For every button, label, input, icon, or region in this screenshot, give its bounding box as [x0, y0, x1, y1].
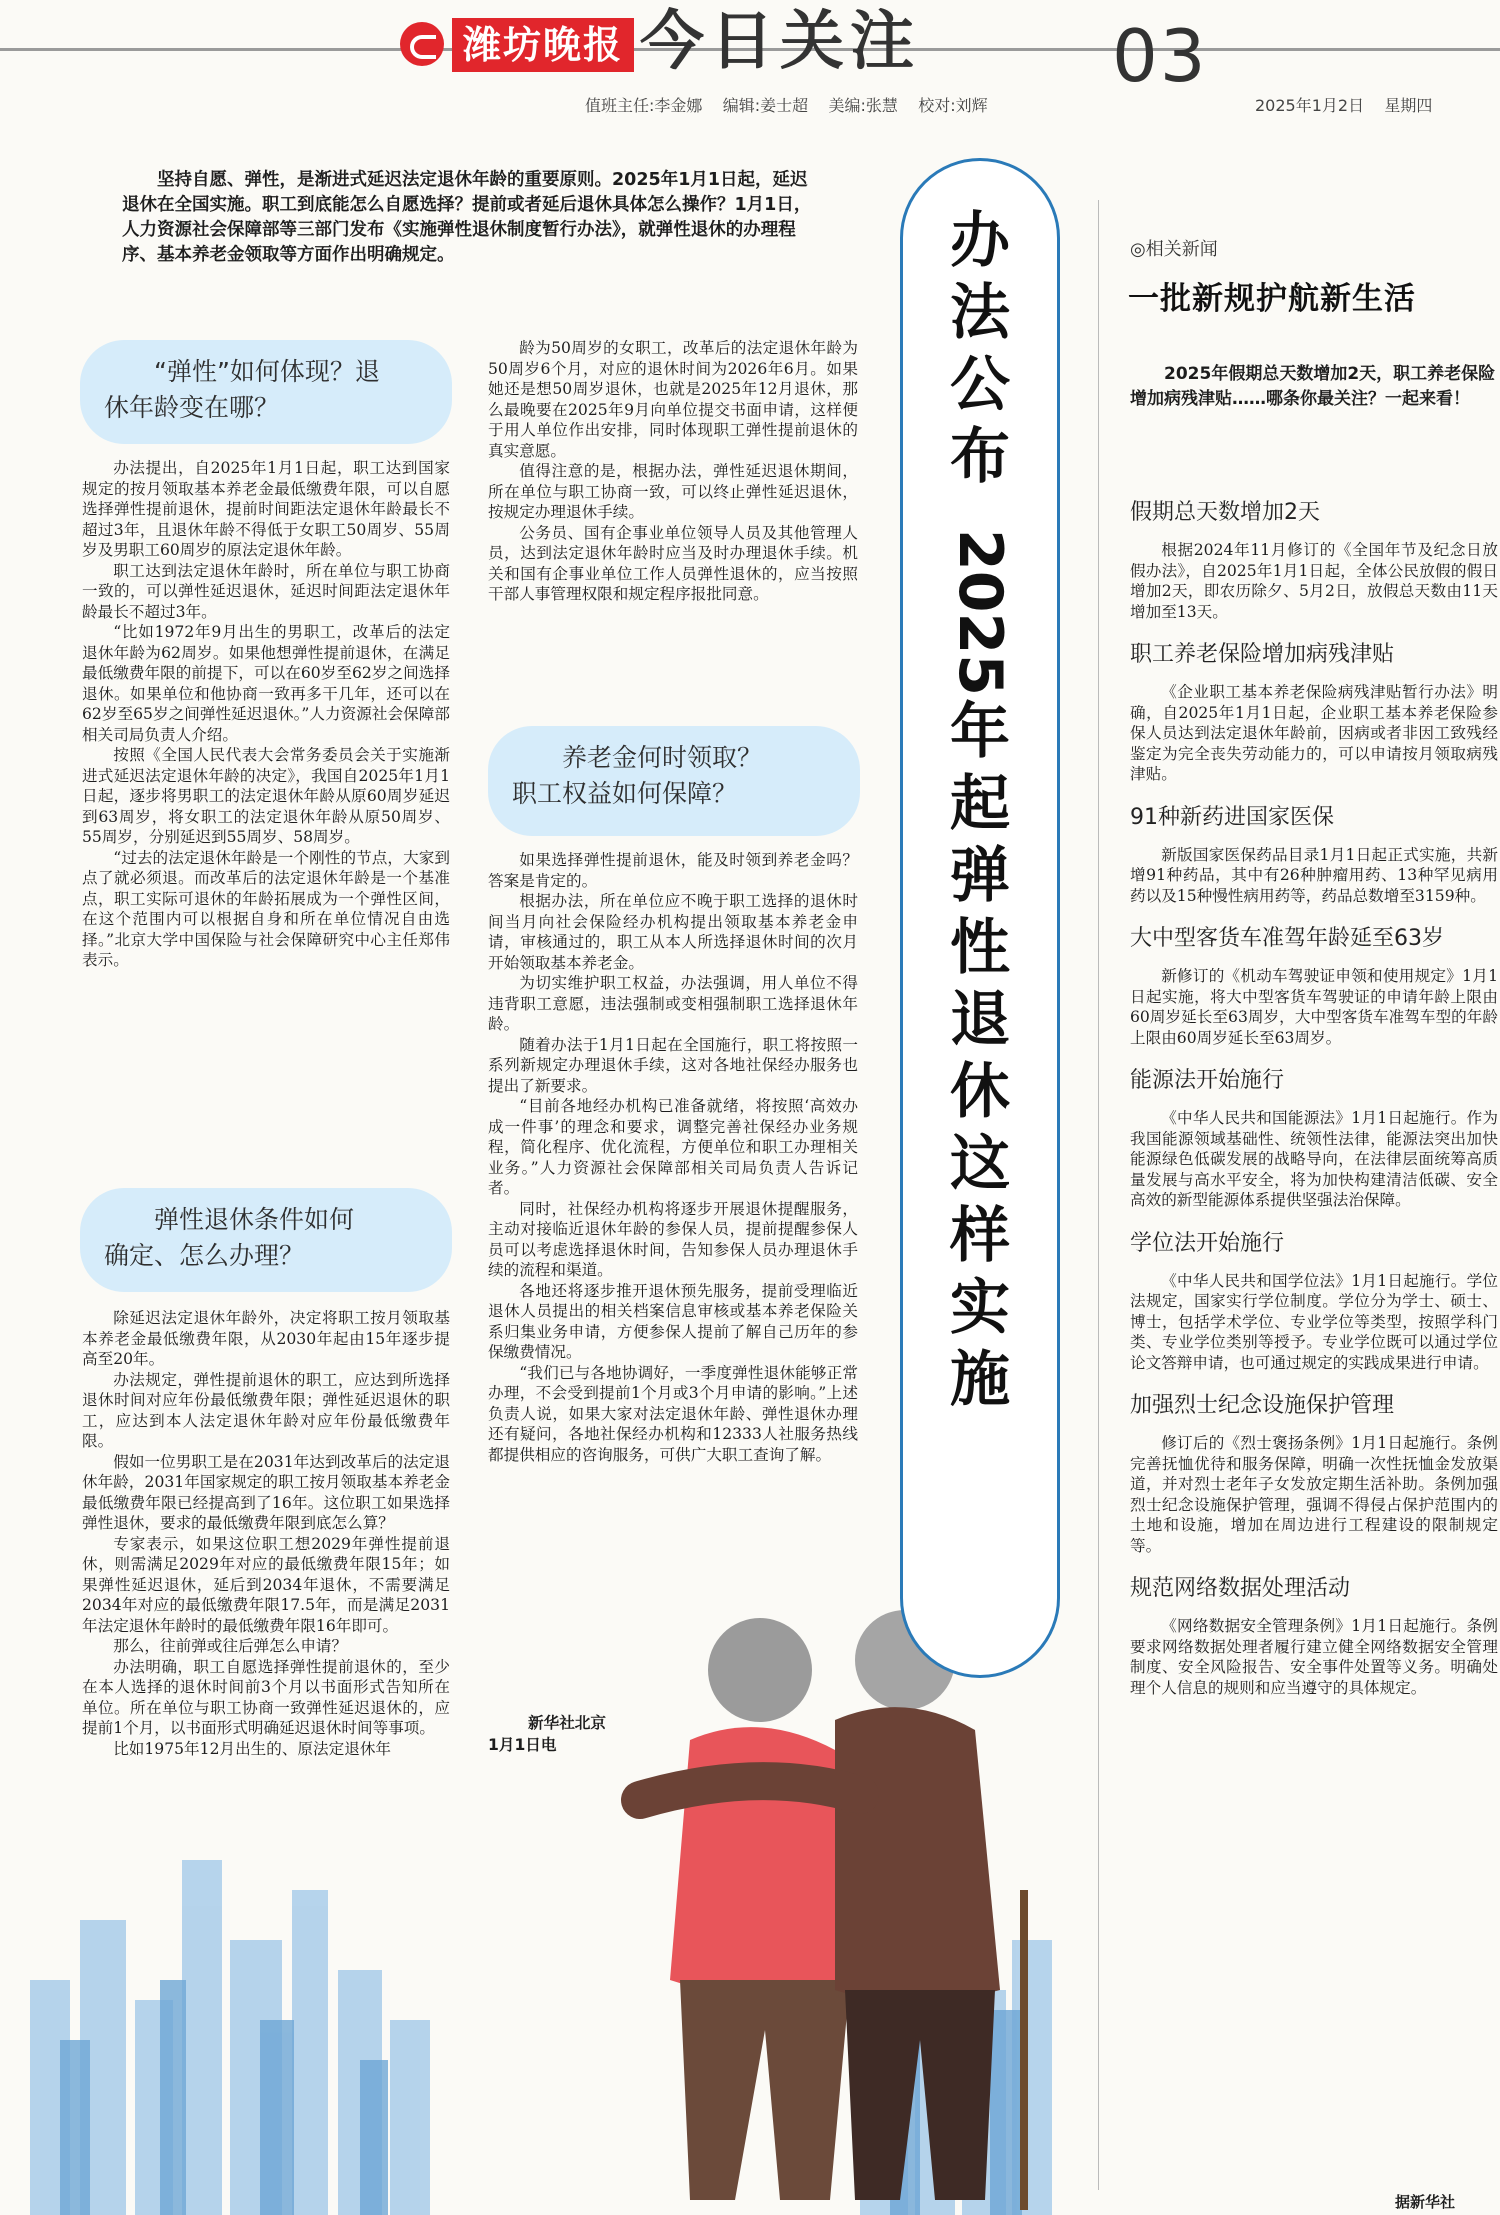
body-paragraph: 根据办法，所在单位应不晚于职工选择的退休时间当月向社会保险经办机构提出领取基本养老金申请，审核通过的，职工从本人所选择退休时间的次月开始领取基本养老金。	[488, 892, 858, 972]
body-paragraph: 同时，社保经办机构将逐步开展退休提醒服务，主动对接临近退休年龄的参保人员，提前提醒参保人员可以考虑选择退休时间，告知参保人员办理退休手续的流程和渠道。	[488, 1199, 858, 1279]
section-title: 今日关注	[640, 4, 920, 79]
body-paragraph: 专家表示，如果这位职工想2029年弹性提前退休，则需满足2029年对应的最低缴费年限15年；如果弹性延迟退休，延后到2034年退休，不需要满足2034年对应的最低缴费年限17.5年，而是满足2031年法定退休年龄时的最低缴费年限16年即可。	[82, 1534, 450, 1635]
news-credit: 据新华社	[1395, 2193, 1456, 2211]
body-paragraph: 假如一位男职工是在2031年达到改革后的法定退休年龄，2031年国家规定的职工按月领取基本养老金最低缴费年限已经提高到了16年。这位职工如果选择弹性退休，要求的最低缴费年限到底怎么算？	[82, 1452, 450, 1532]
headline-char: 办	[950, 206, 1010, 276]
body-paragraph: 各地还将逐步推开退休预先服务，提前受理临近退休人员提出的相关档案信息审核或基本养老保险关系归集业务申请，方便参保人提前了解自己历年的参保缴费情况。	[488, 1281, 858, 1361]
related-item-heading: 规范网络数据处理活动	[1130, 1576, 1351, 1601]
headline-char: 施	[950, 1345, 1010, 1415]
subhead-pension	[488, 726, 860, 836]
related-news-list	[1130, 498, 1500, 1698]
related-item-body: 新版国家医保药品目录1月1日起正式实施，共新增91种药品，其中有26种肿瘤用药、13种罕见病用药以及15种慢性病用药等，药品总数增至3159种。	[1130, 845, 1498, 905]
subhead-line: 职工权益如何保障？	[512, 779, 738, 808]
headline-char: 性	[950, 913, 1010, 983]
related-news-headline: 一批新规护航新生活	[1128, 281, 1416, 317]
body-paragraph: 值得注意的是，根据办法，弹性延迟退休期间，所在单位与职工协商一致，可以终止弹性延迟退休，按规定办理退休手续。	[488, 462, 858, 521]
body-paragraph: 除延迟法定退休年龄外，决定将职工按月领取基本养老金最低缴费年限，从2030年起由15年逐步提高至20年。	[82, 1309, 450, 1368]
subhead-line: 养老金何时领取？	[562, 743, 763, 772]
headline-char: 年	[950, 697, 1010, 767]
related-news-label: ◎相关新闻	[1130, 239, 1218, 260]
body-paragraph: “目前各地经办机构已准备就绪，将按照‘高效办成一件事’的理念和要求，调整完善社保经办业务规程，简化程序、优化流程，方便单位和职工办理相关业务。”人力资源社会保障部相关司局负责人告诉记者。	[488, 1097, 858, 1197]
related-item-body: 根据2024年11月修订的《全国年节及纪念日放假办法》，自2025年1月1日起，全体公民放假的假日增加2天，即农历除夕、5月2日，放假总天数由11天增加至13天。	[1130, 541, 1498, 621]
related-item-heading: 91种新药进国家医保	[1130, 804, 1334, 830]
body-paragraph: 办法提出，自2025年1月1日起，职工达到国家规定的按月领取基本养老金最低缴费年限，可以自愿选择弹性提前退休，提前时间距法定退休年龄最长不超过3年，且退休年龄不得低于女职工50周岁、55周岁及男职工60周岁的原法定退休年龄。	[82, 459, 450, 559]
body-paragraph: 比如1975年12月出生的、原法定退休年	[113, 1739, 392, 1758]
related-news-intro: 2025年假期总天数增加2天，职工养老保险增加病残津贴……哪条你最关注？一起来看！	[1130, 364, 1496, 409]
body-paragraph: 随着办法于1月1日起在全国施行，职工将按照一系列新规定办理退休手续，这对各地社保经办服务也提出了新要求。	[488, 1035, 858, 1095]
body-paragraph: 办法明确，职工自愿选择弹性提前退休的，至少在本人选择的退休时间前3个月以书面形式告知所在单位。所在单位与职工协商一致弹性延迟退休的，应提前1个月，以书面形式明确延迟退休时间等事项。	[82, 1657, 450, 1737]
related-item-heading: 假期总天数增加2天	[1130, 500, 1320, 525]
headline-char: 退	[950, 985, 1010, 1055]
related-item-body: 《企业职工基本养老保险病残津贴暂行办法》明确，自2025年1月1日起，企业职工基本养老保险参保人员达到法定退休年龄前，因病或者非因工致残经鉴定为完全丧失劳动能力的，可以申请按月领取病残津贴。	[1130, 683, 1498, 783]
column-divider	[1098, 200, 1099, 2190]
body-paragraph: 龄为50周岁的女职工，改革后的法定退休年龄为50周岁6个月，对应的退休时间为2026年6月。如果她还是想50周岁退休，也就是2025年12月退休，那么最晚要在2025年9月向单位提交书面申请，这样便于用人单位作出安排，同时体现职工弹性提前退休的真实意愿。	[488, 339, 858, 460]
subhead-line: 休年龄变在哪？	[104, 393, 280, 422]
body-paragraph: 那么，往前弹或往后弹怎么申请？	[113, 1637, 348, 1655]
related-item-heading: 大中型客货车准驾年龄延至63岁	[1130, 926, 1444, 951]
related-item-heading: 加强烈士纪念设施保护管理	[1130, 1393, 1395, 1418]
column-1-text	[82, 458, 450, 971]
body-paragraph: “我们已与各地协调好，一季度弹性退休能够正常办理，不会受到提前1个月或3个月申请的影响。”上述负责人说，如果大家对法定退休年龄、弹性退休办理还有疑问，各地社保经办机构和12333人社服务热线都提供相应的咨询服务，可供广大职工查询了解。	[488, 1363, 858, 1464]
related-item-body: 修订后的《烈士褒扬条例》1月1日起施行。条例完善抚恤优待和服务保障，明确一次性抚恤金发放渠道，并对烈士老年子女发放定期生活补助。条例加强烈士纪念设施保护管理，强调不得侵占保护范围内的土地和设施，增加在周边进行工程建设的限制规定等。	[1130, 1434, 1498, 1555]
body-paragraph: 公务员、国有企事业单位领导人员及其他管理人员，达到法定退休年龄时应当及时办理退休手续。机关和国有企事业单位工作人员弹性退休的，应当按照干部人事管理权限和规定程序报批同意。	[488, 523, 858, 603]
headline-char: 起	[950, 769, 1010, 839]
body-paragraph: 为切实维护职工权益，办法强调，用人单位不得违背职工意愿，违法强制或变相强制职工选择退休年龄。	[488, 974, 858, 1033]
lead-paragraph: 坚持自愿、弹性，是渐进式延迟法定退休年龄的重要原则。2025年1月1日起，延迟退休在全国实施。职工到底能怎么自愿选择？提前或者延后退休具体怎么操作？1月1日，人力资源社会保障部等三部门发布《实施弹性退休制度暂行办法》，就弹性退休的办理程序、基本养老金领取等方面作出明确规定。	[122, 170, 812, 265]
body-paragraph: 如果选择弹性提前退休，能及时领到养老金吗？答案是肯定的。	[488, 851, 858, 890]
related-item-heading: 能源法开始施行	[1130, 1068, 1285, 1093]
subhead-line: 确定、怎么办理？	[104, 1241, 305, 1270]
headline-char: 布	[950, 422, 1010, 492]
body-paragraph: 按照《全国人民代表大会常务委员会关于实施渐进式延迟法定退休年龄的决定》，我国自2025年1月1日起，逐步将男职工的法定退休年龄从原60周岁延迟到63周岁，将女职工的法定退休年龄从原50周岁、55周岁，分别延迟到55周岁、58周岁。	[82, 746, 450, 846]
subhead-conditions	[80, 1188, 452, 1292]
dateline-line: 新华社北京	[528, 1714, 606, 1732]
editor-credits: 值班主任:李金娜 编辑:姜士超 美编:张慧 校对:刘辉	[585, 96, 988, 115]
column-2-text	[488, 338, 858, 605]
related-item-heading: 学位法开始施行	[1130, 1230, 1285, 1256]
related-item-body: 《中华人民共和国学位法》1月1日起施行。学位法规定，国家实行学位制度。学位分为学士、硕士、博士，包括学术学位、专业学位等类型，按照学科门类、专业学位类别等授予。专业学位既可以通过学位论文答辩申请，也可通过规定的实践成果进行申请。	[1130, 1271, 1498, 1372]
body-paragraph: “比如1972年9月出生的男职工，改革后的法定退休年龄为62周岁。如果他想弹性提前退休，在满足最低缴费年限的前提下，可以在60岁至62岁之间选择退休。如果单位和他协商一致再多干几年，还可以在62岁至65岁之间弹性延迟退休。”人力资源社会保障部相关司局负责人介绍。	[82, 623, 450, 744]
headline-char: 弹	[950, 841, 1010, 911]
paper-name: 潍坊晚报	[452, 18, 634, 72]
headline-char: 这	[950, 1129, 1010, 1199]
headline-char: 样	[950, 1201, 1010, 1271]
subhead-line: 弹性退休条件如何	[154, 1205, 355, 1234]
headline-char: 法	[950, 278, 1010, 348]
related-item-heading: 职工养老保险增加病残津贴	[1130, 642, 1395, 667]
headline-char: 休	[950, 1057, 1010, 1127]
related-item-body: 《中华人民共和国能源法》1月1日起施行。作为我国能源领域基础性、统领性法律，能源法突出加快能源绿色低碳发展的战略导向，在法律层面统筹高质量发展与高水平安全，将为加快构建清洁低碳、安全高效的新型能源体系提供坚强法治保障。	[1130, 1109, 1498, 1209]
headline-char	[908, 493, 1052, 529]
headline-char: 2025	[945, 529, 1015, 696]
headline-char: 公	[950, 350, 1010, 420]
subhead-line: “弹性”如何体现？退	[154, 357, 380, 386]
body-paragraph: 职工达到法定退休年龄时，所在单位与职工协商一致的，可以弹性延迟退休，延迟时间距法定退休年龄最长不超过3年。	[82, 561, 450, 621]
paper-logo-icon	[400, 22, 444, 66]
related-item-body: 新修订的《机动车驾驶证申领和使用规定》1月1日起实施，将大中型客货车驾驶证的申请年龄上限由60周岁延长至63周岁，大中型客货车准驾车型的年龄上限由60周岁延长至63周岁。	[1130, 967, 1498, 1047]
main-headline	[908, 205, 1052, 1416]
subhead-elastic	[80, 340, 452, 444]
related-item-body: 《网络数据安全管理条例》1月1日起施行。条例要求网络数据处理者履行建立健全网络数据安全管理制度、安全风险报告、安全事件处置等义务。明确处理个人信息的规则和应当遵守的具体规定。	[1130, 1617, 1498, 1697]
headline-char: 实	[950, 1273, 1010, 1343]
body-paragraph: 办法规定，弹性提前退休的职工，应达到所选择退休时间对应年份最低缴费年限；弹性延迟退休的职工，应达到本人法定退休年龄对应年份最低缴费年限。	[82, 1370, 450, 1450]
body-paragraph: “过去的法定退休年龄是一个刚性的节点，大家到点了就必须退。而改革后的法定退休年龄是一个基准点，职工实际可退休的年龄拓展成为一个弹性区间，在这个范围内可以根据自身和所在单位情况自由选择。”北京大学中国保险与社会保障研究中心主任郑伟表示。	[82, 848, 450, 969]
publication-date: 2025年1月2日 星期四	[1255, 96, 1433, 115]
page-number: 03	[1112, 14, 1208, 98]
column-2-text-b	[488, 850, 858, 1465]
dateline-line: 1月1日电	[488, 1736, 557, 1754]
